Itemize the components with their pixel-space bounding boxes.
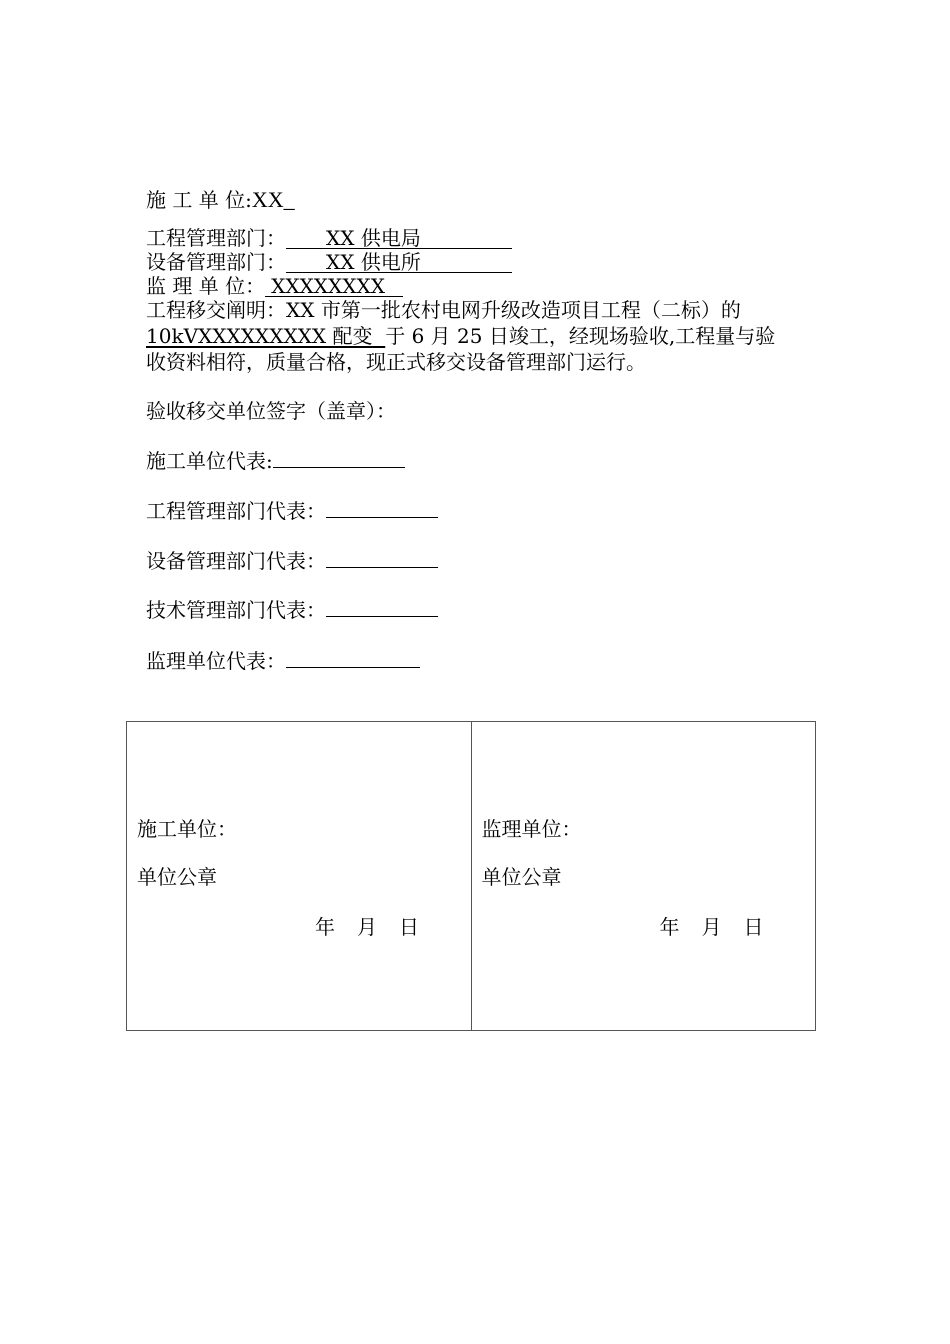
supervision-value-field — [265, 276, 403, 297]
seal-table — [126, 721, 816, 1031]
project-dept-rep-label: 工程管理部门代表： — [146, 499, 326, 523]
statement-line-2-rest: 于 6 月 25 日竣工，经现场验收,工程量与验 — [385, 324, 776, 348]
year-label: 年 — [659, 915, 680, 939]
project-dept-rep-line — [146, 499, 438, 523]
construction-unit-seal-label: 施工单位： — [137, 817, 237, 841]
statement-line-1: 工程移交阐明：XX 市第一批农村电网升级改造项目工程（二标）的 — [146, 298, 741, 322]
construction-unit-value: XX_ — [251, 187, 295, 212]
supervision-rep-signature-blank[interactable] — [286, 649, 420, 668]
supervision-seal-text: 单位公章 — [481, 865, 562, 889]
project-name: 10kVXXXXXXXXX 配变 — [146, 324, 373, 348]
supervision-label: 监 理 单 位： — [146, 274, 266, 298]
construction-seal-text: 单位公章 — [137, 865, 217, 889]
day-label: 日 — [743, 915, 764, 939]
project-dept-line — [146, 226, 512, 250]
construction-rep-signature-blank[interactable] — [273, 449, 405, 468]
statement-line-2 — [146, 324, 775, 348]
supervision-value: XXXXXXXX — [271, 274, 385, 298]
supervision-unit-seal-label: 监理单位： — [481, 817, 582, 841]
month-label: 月 — [701, 915, 722, 939]
equipment-dept-rep-signature-blank[interactable] — [326, 549, 438, 568]
signature-heading: 验收移交单位签字（盖章）： — [146, 399, 396, 423]
construction-seal-cell — [127, 722, 472, 1031]
supervision-line — [146, 274, 403, 298]
construction-rep-line — [146, 449, 405, 473]
construction-rep-label: 施工单位代表: — [146, 449, 273, 473]
tech-dept-rep-signature-blank[interactable] — [326, 598, 438, 617]
equipment-dept-rep-line — [146, 549, 438, 573]
supervision-rep-line — [146, 649, 420, 673]
equipment-dept-label: 设备管理部门： — [146, 250, 286, 274]
project-dept-label: 工程管理部门： — [146, 226, 286, 250]
project-dept-value: XX 供电局 — [326, 226, 421, 250]
month-label: 月 — [357, 915, 377, 939]
equipment-dept-rep-label: 设备管理部门代表： — [146, 549, 326, 573]
tech-dept-rep-line — [146, 598, 438, 622]
supervision-rep-label: 监理单位代表： — [146, 649, 286, 673]
year-label: 年 — [315, 915, 335, 939]
equipment-dept-value-field — [286, 252, 512, 273]
equipment-dept-value: XX 供电所 — [326, 250, 421, 274]
statement-line-3: 收资料相符，质量合格，现正式移交设备管理部门运行。 — [146, 350, 646, 374]
supervision-seal-cell — [471, 722, 816, 1031]
project-dept-value-field — [286, 228, 512, 249]
day-label: 日 — [399, 915, 419, 939]
construction-seal-date — [315, 915, 441, 939]
equipment-dept-line — [146, 250, 512, 274]
construction-unit-line — [146, 188, 295, 212]
construction-unit-label: 施 工 单 位: — [146, 188, 252, 212]
project-dept-rep-signature-blank[interactable] — [326, 499, 438, 518]
tech-dept-rep-label: 技术管理部门代表： — [146, 598, 326, 622]
supervision-seal-date — [660, 915, 786, 939]
